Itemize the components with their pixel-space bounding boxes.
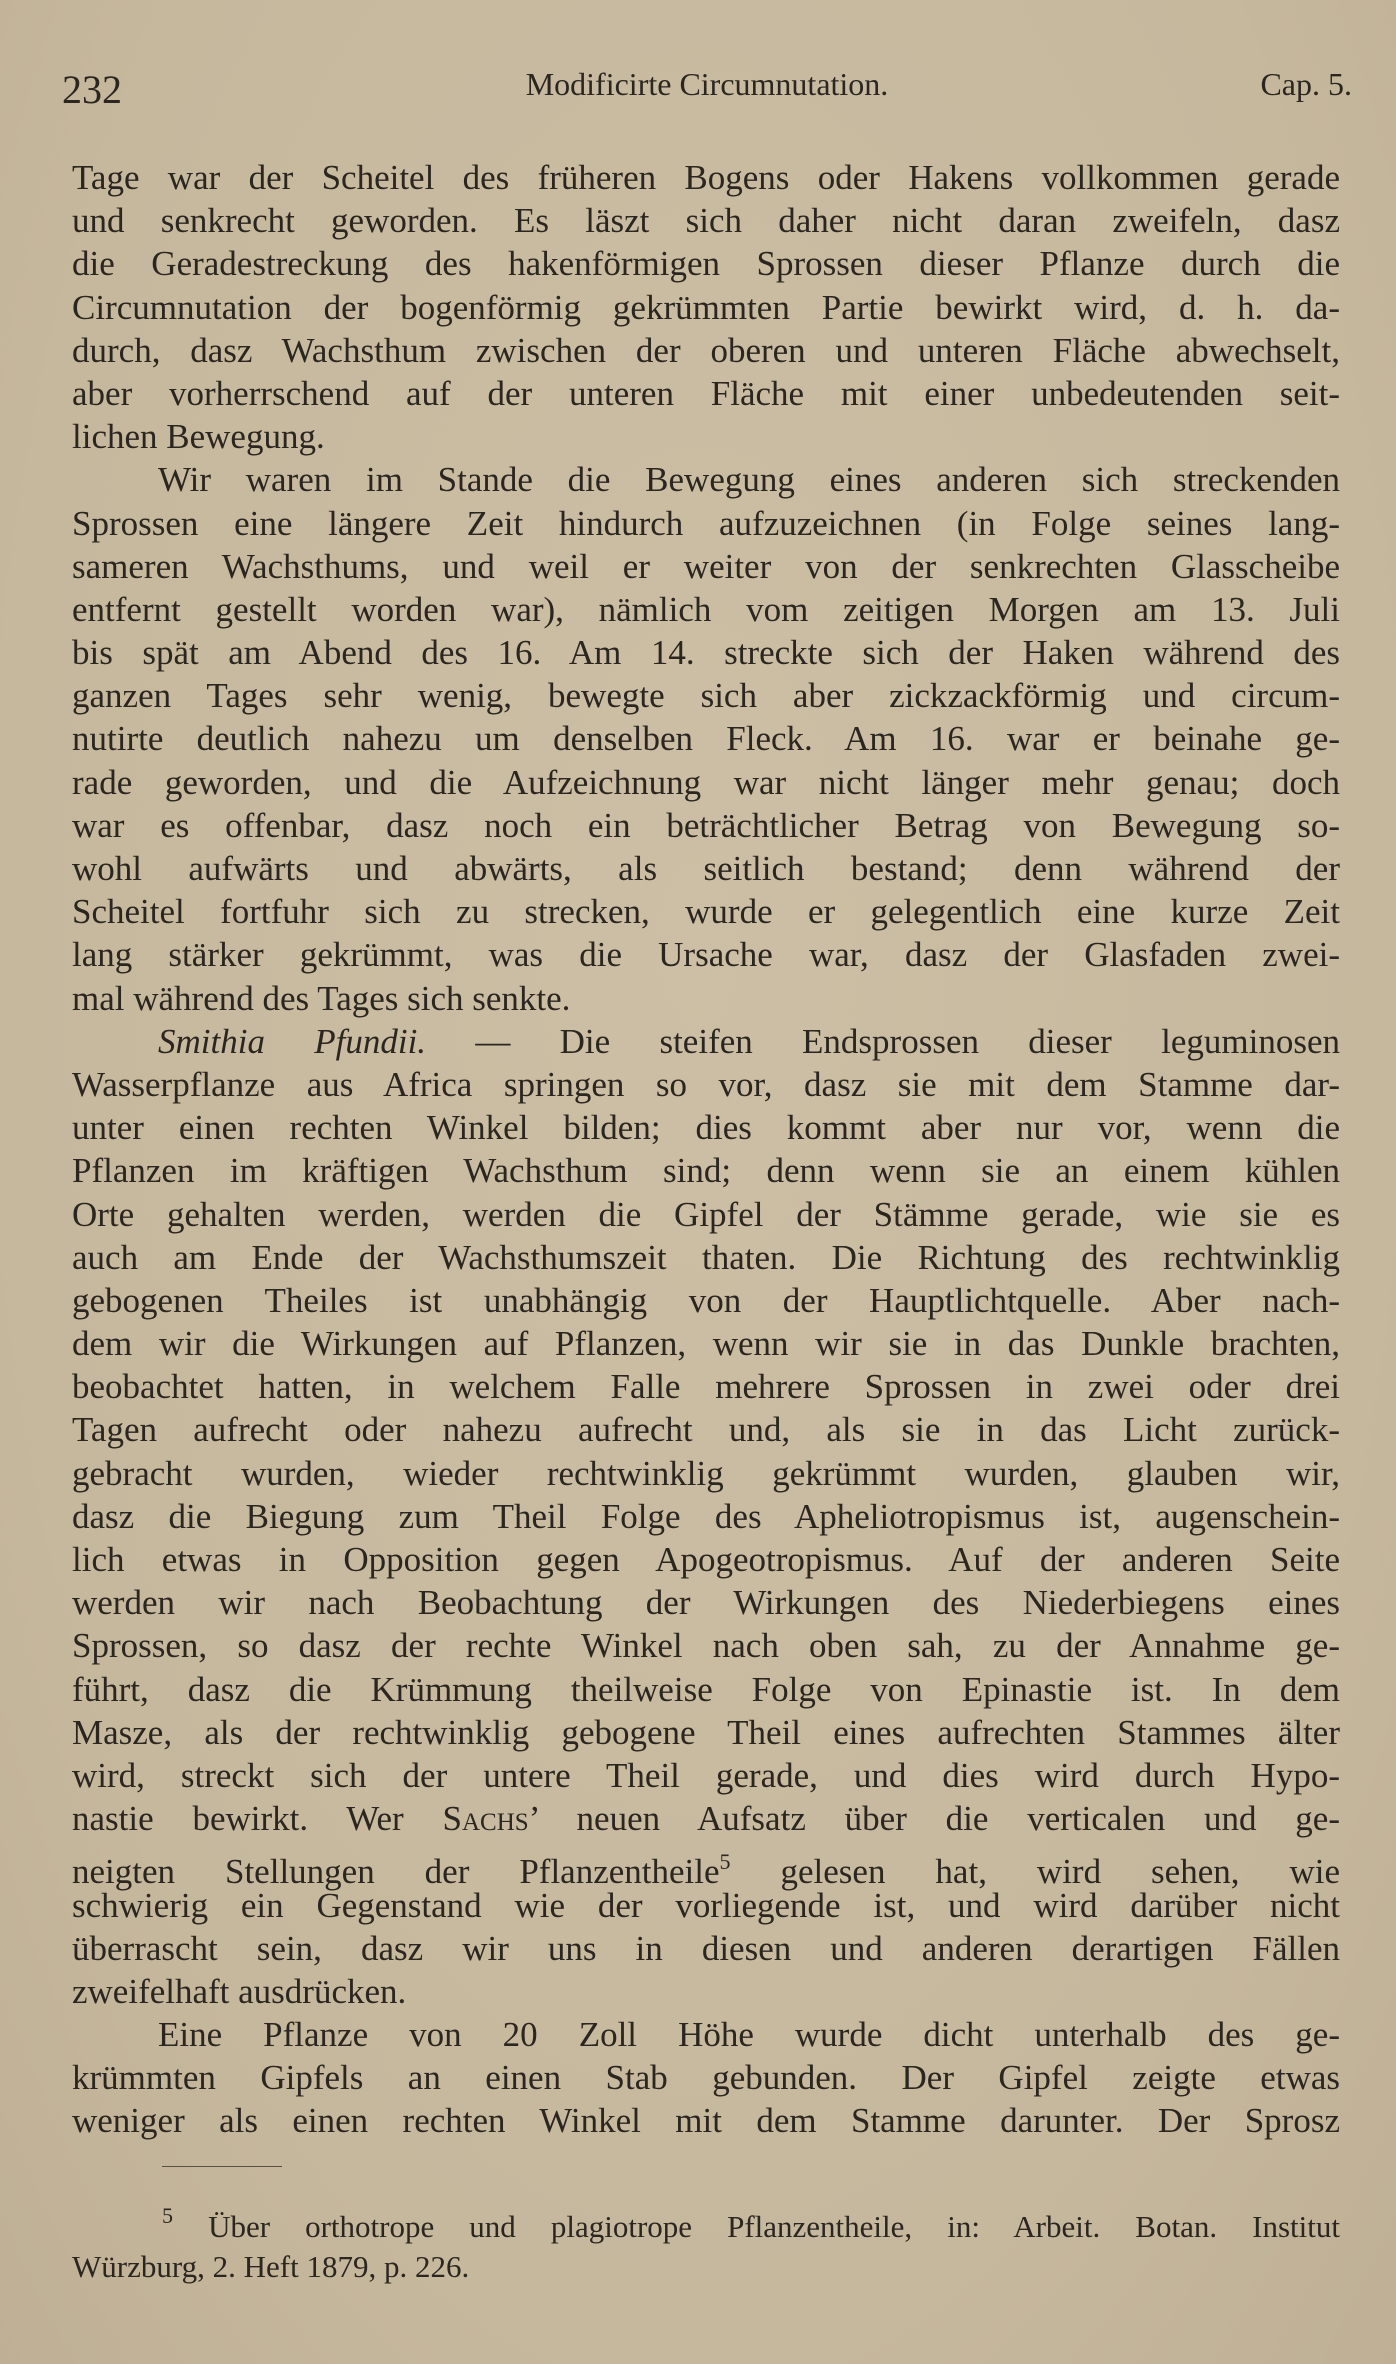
text-line-start: neigten Stellungen der Pflanzentheile [72, 1852, 720, 1892]
chapter-label: Cap. 5. [1260, 66, 1352, 102]
text-line: gebogenen Theiles ist unabhängig von der Hauptlichtquelle. Aber nach- [72, 1280, 1340, 1320]
text-line: lich etwas in Opposition gegen Apogeotropismus. Auf der anderen Seite [72, 1540, 1340, 1579]
text-line: rade geworden, und die Aufzeichnung war nicht länger mehr genau; doch [72, 762, 1340, 802]
text-line: Wir waren im Stande die Bewegung eines anderen sich streckenden [158, 460, 1340, 500]
text-line: gebracht wurden, wieder rechtwinklig gekrümmt wurden, glauben wir, [72, 1453, 1340, 1493]
species-name: Smithia Pfundii. [158, 1021, 427, 1061]
footnote [72, 2196, 1340, 2287]
footnote-marker: 5 [162, 2203, 173, 2228]
text-line: bis spät am Abend des 16. Am 14. streckte sich der Haken während des [72, 633, 1340, 673]
text-line: dasz die Biegung zum Theil Folge des Apheliotropismus ist, augenschein- [72, 1496, 1340, 1536]
text-line [72, 1020, 1340, 1063]
text-line: führt, dasz die Krümmung theilweise Folge von Epinastie ist. In dem [72, 1669, 1340, 1709]
text-line-rest: ’ neuen Aufsatz über die verticalen und ge- [528, 1799, 1340, 1839]
text-line: überrascht sein, dasz wir uns in diesen und anderen derartigen Fällen [72, 1928, 1340, 1968]
text-line: entfernt gestellt worden war), nämlich vom zeitigen Morgen am 13. Juli [72, 589, 1340, 629]
text-line: weniger als einen rechten Winkel mit dem Stamme darunter. Der Sprosz [72, 2101, 1340, 2141]
author-name: Sachs [442, 1799, 529, 1839]
text-line: dem wir die Wirkungen auf Pflanzen, wenn wir sie in das Dunkle brachten, [72, 1324, 1340, 1364]
text-line: wird, streckt sich der untere Theil gerade, und dies wird durch Hypo- [72, 1755, 1340, 1795]
text-line [72, 1840, 1340, 1892]
page-number: 232 [62, 67, 122, 112]
text-line: beobachtet hatten, in welchem Falle mehrere Sprossen in zwei oder drei [72, 1367, 1340, 1407]
body-text [72, 156, 1340, 2143]
text-line: Circumnutation der bogenförmig gekrümmten Partie bewirkt wird, d. h. da- [72, 287, 1340, 327]
footnote-text: Über orthotrope und plagiotrope Pflanzentheile, in: Arbeit. Botan. Institut [208, 2209, 1340, 2244]
footnote-reference[interactable]: 5 [719, 1849, 731, 1875]
text-line: Wasserpflanze aus Africa springen so vor, dasz sie mit dem Stamme dar- [72, 1064, 1340, 1104]
text-line: ganzen Tages sehr wenig, bewegte sich aber zickzackförmig und circum- [72, 676, 1340, 716]
footnote-line [72, 2196, 1340, 2247]
text-line: Eine Pflanze von 20 Zoll Höhe wurde dicht unterhalb des ge- [158, 2015, 1340, 2055]
text-line: lichen Bewegung. [72, 417, 325, 457]
text-line: Scheitel fortfuhr sich zu strecken, wurde er gelegentlich eine kurze Zeit [72, 892, 1340, 932]
text-line: krümmten Gipfels an einen Stab gebunden. Der Gipfel zeigte etwas [72, 2058, 1340, 2098]
text-line: auch am Ende der Wachsthumszeit thaten. Die Richtung des rechtwinklig [72, 1237, 1340, 1277]
page-header [62, 62, 1352, 112]
text-line: nutirte deutlich nahezu um denselben Fleck. Am 16. war er beinahe ge- [72, 719, 1340, 759]
running-title: Modificirte Circumnutation. [525, 66, 889, 102]
text-line: durch, dasz Wachsthum zwischen der oberen und unteren Fläche abwechselt, [72, 330, 1340, 370]
text-line: lang stärker gekrümmt, was die Ursache war, dasz der Glasfaden zwei- [72, 935, 1340, 975]
text-line: und senkrecht geworden. Es läszt sich daher nicht daran zweifeln, dasz [72, 201, 1340, 241]
text-line-rest: — Die steifen Endsprossen dieser leguminosen [475, 1021, 1340, 1061]
text-line: Orte gehalten werden, werden die Gipfel der Stämme gerade, wie sie es [72, 1194, 1340, 1234]
text-line: werden wir nach Beobachtung der Wirkungen des Niederbiegens eines [72, 1583, 1340, 1623]
text-line-rest: gelesen hat, wird sehen, wie [730, 1852, 1340, 1892]
text-line: zweifelhaft ausdrücken. [72, 1971, 407, 2011]
text-line: Pflanzen im kräftigen Wachsthum sind; denn wenn sie an einem kühlen [72, 1151, 1340, 1191]
text-line: unter einen rechten Winkel bilden; dies kommt aber nur vor, wenn die [72, 1108, 1340, 1148]
footnote-divider [162, 2166, 282, 2167]
text-line-start: nastie bewirkt. Wer [72, 1799, 404, 1839]
text-line: Sprossen eine längere Zeit hindurch aufzuzeichnen (in Folge seines lang- [72, 503, 1340, 543]
text-line: mal während des Tages sich senkte. [72, 978, 571, 1018]
text-line: war es offenbar, dasz noch ein beträchtlicher Betrag von Bewegung so- [72, 805, 1340, 845]
text-line: aber vorherrschend auf der unteren Fläche mit einer unbedeutenden seit- [72, 373, 1340, 413]
text-line: Tage war der Scheitel des früheren Bogens oder Hakens vollkommen gerade [72, 158, 1340, 197]
text-line: Tagen aufrecht oder nahezu aufrecht und, als sie in das Licht zurück- [72, 1410, 1340, 1450]
footnote-line: Würzburg, 2. Heft 1879, p. 226. [72, 2249, 470, 2284]
text-line: wohl aufwärts und abwärts, als seitlich bestand; denn während der [72, 849, 1340, 888]
text-line: schwierig ein Gegenstand wie der vorliegende ist, und wird darüber nicht [72, 1885, 1340, 1925]
text-line: die Geradestreckung des hakenförmigen Sprossen dieser Pflanze durch die [72, 244, 1340, 284]
text-line: Sprossen, so dasz der rechte Winkel nach oben sah, zu der Annahme ge- [72, 1626, 1340, 1666]
text-line: Masze, als der rechtwinklig gebogene Theil eines aufrechten Stammes älter [72, 1712, 1340, 1752]
text-line [72, 1797, 1340, 1840]
text-line: sameren Wachsthums, und weil er weiter von der senkrechten Glasscheibe [72, 546, 1340, 586]
